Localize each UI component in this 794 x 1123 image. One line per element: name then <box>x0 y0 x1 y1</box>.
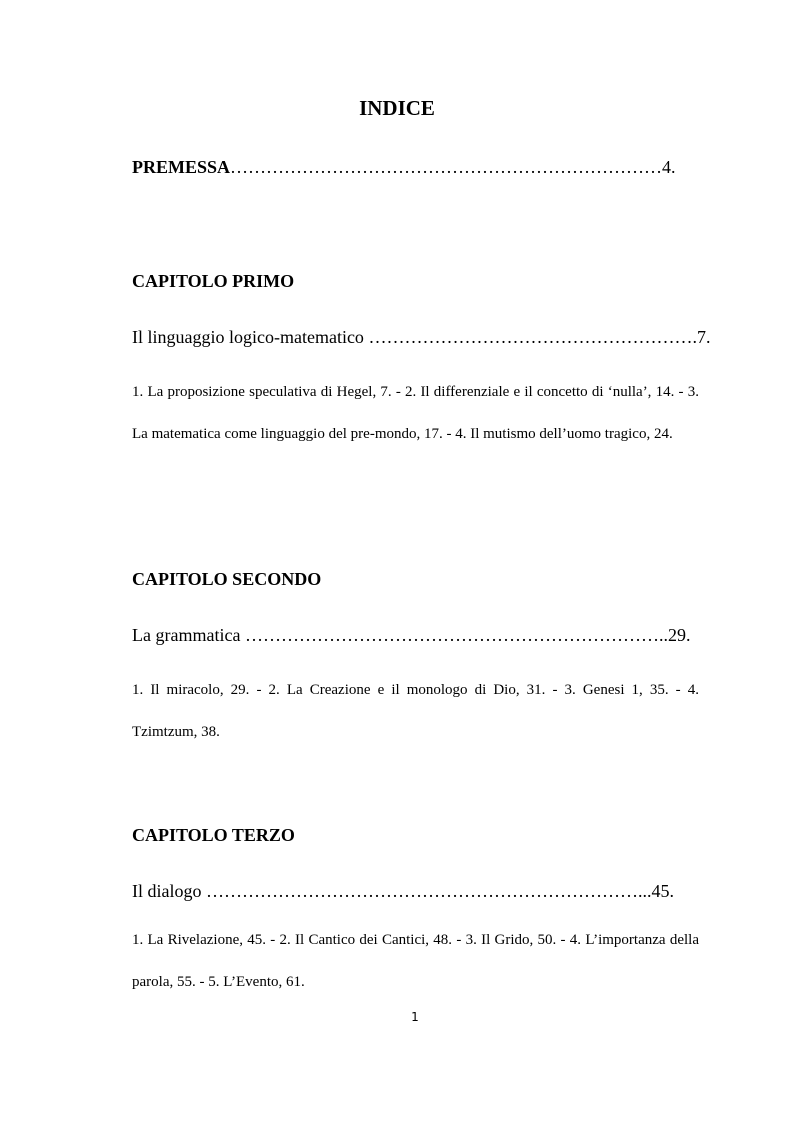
chapter-heading: CAPITOLO SECONDO <box>132 569 322 589</box>
chapter-heading: CAPITOLO TERZO <box>132 825 295 845</box>
toc-page: 7. <box>696 327 711 347</box>
toc-entry-chapter-2[interactable] <box>132 625 690 646</box>
toc-entry-premessa[interactable] <box>132 157 676 178</box>
toc-entry-chapter-3[interactable] <box>132 881 674 902</box>
chapter-sections: 1. La Rivelazione, 45. - 2. Il Cantico dei Cantici, 48. - 3. Il Grido, 50. - 4. L’importanza della parola, 55. - 5. L’Evento, 61. <box>132 932 699 990</box>
toc-leader: ………………………………………………………………... <box>201 881 652 901</box>
toc-label: PREMESSA <box>132 157 231 177</box>
toc-page: 45. <box>651 881 674 901</box>
toc-leader: …………………………………………………………….. <box>240 625 668 645</box>
page-title: INDICE <box>359 96 435 120</box>
chapter-sections: 1. Il miracolo, 29. - 2. La Creazione e il monologo di Dio, 31. - 3. Genesi 1, 35. - 4. Tzimtzum, 38. <box>132 682 699 740</box>
toc-leader: ……………………………………………………………… <box>230 157 663 177</box>
chapter-sections: 1. La proposizione speculativa di Hegel, 7. - 2. Il differenziale e il concetto di ‘nulla’, 14. - 3. La matematica come linguaggio del pre-mondo, 17. - 4. Il mutismo dell’uomo tragico, 24. <box>132 384 699 442</box>
toc-page: 4. <box>662 157 676 177</box>
toc-page: 29. <box>667 625 691 645</box>
chapter-heading: CAPITOLO PRIMO <box>132 271 295 291</box>
toc-label: Il dialogo <box>132 881 202 901</box>
page-number: 1 <box>411 1010 419 1024</box>
toc-label: La grammatica <box>132 625 241 645</box>
toc-label: Il linguaggio logico-matematico <box>132 327 364 347</box>
toc-entry-chapter-1[interactable] <box>132 327 710 348</box>
toc-leader: ………………………………………………. <box>363 327 697 347</box>
